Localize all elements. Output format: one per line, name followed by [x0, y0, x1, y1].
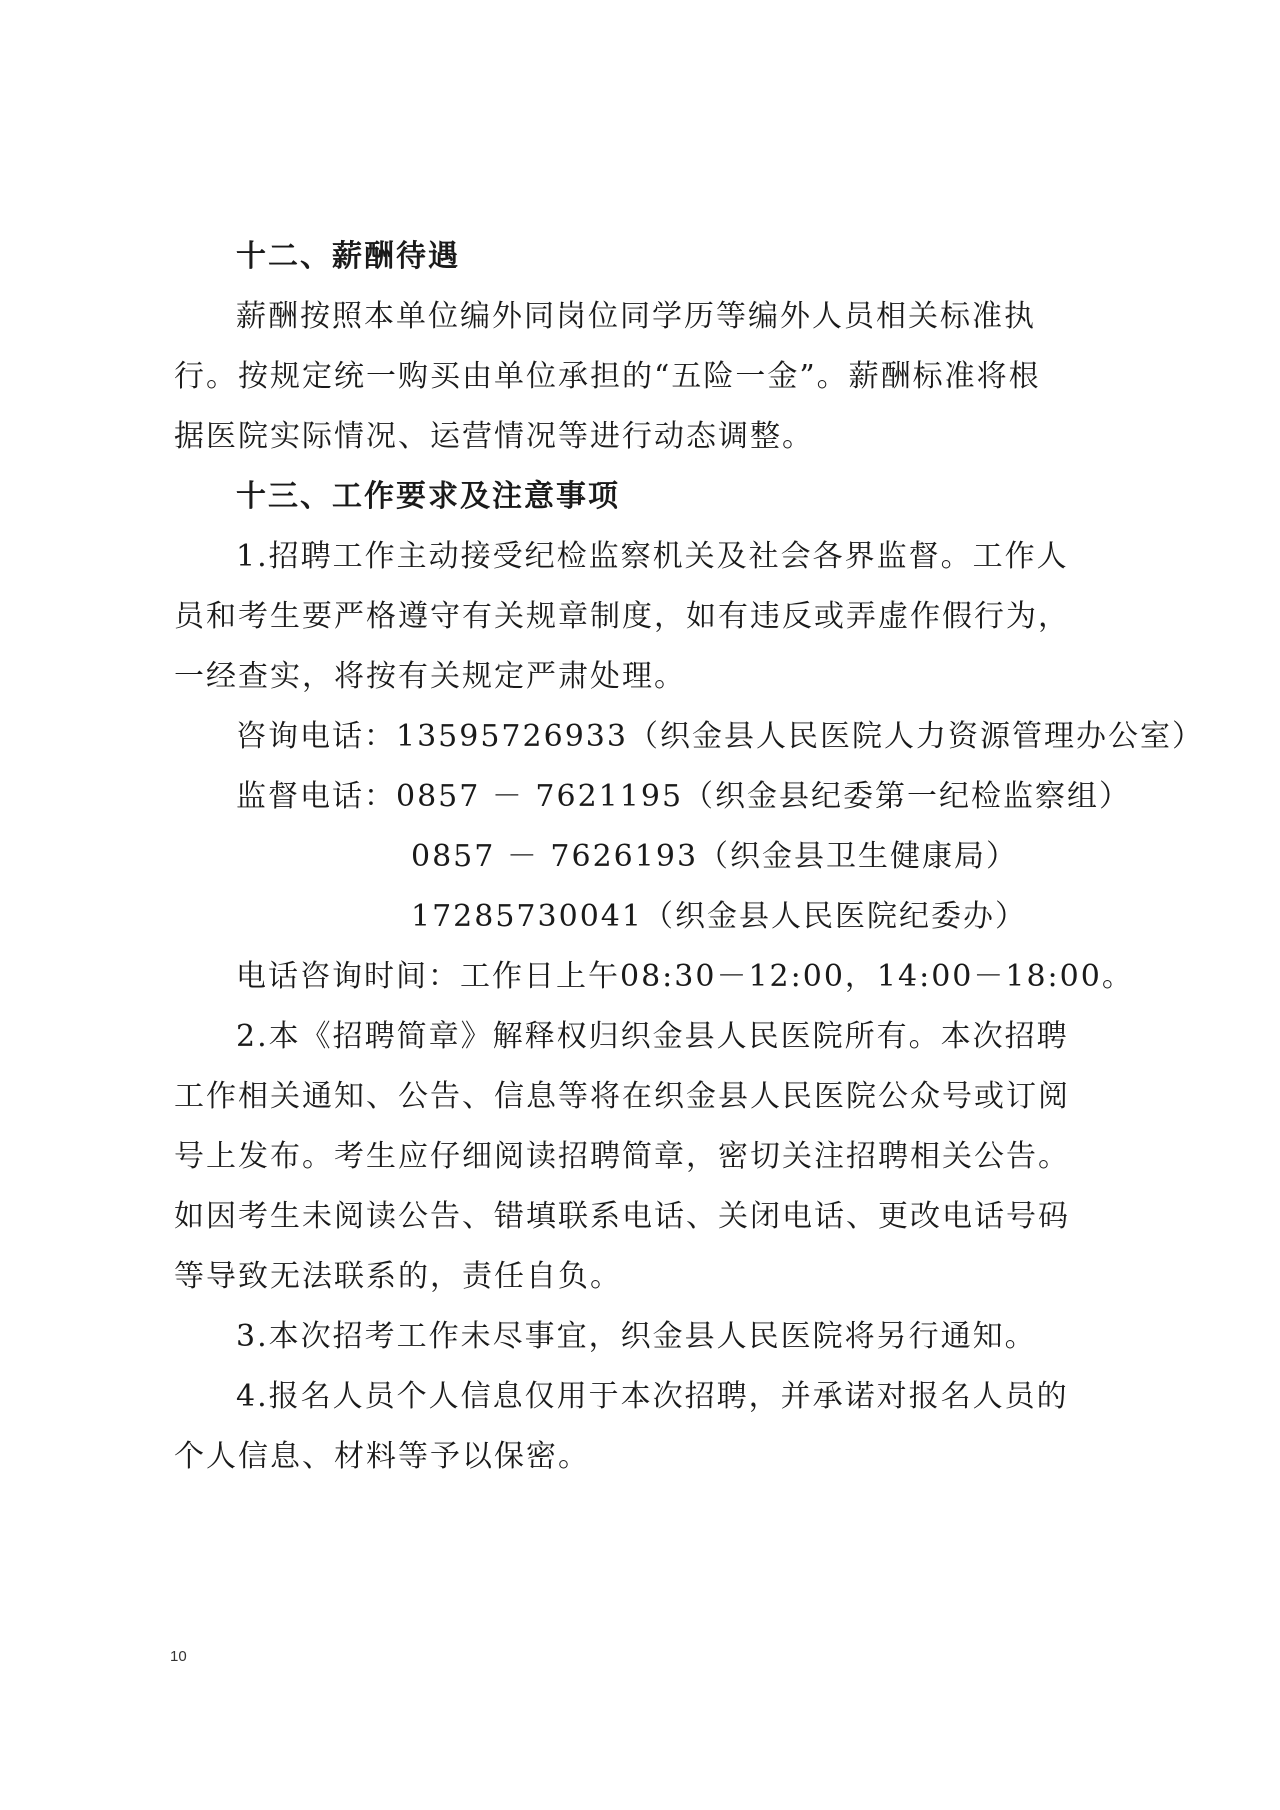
item-4-line: 4.报名人员个人信息仅用于本次招聘，并承诺对报名人员的 — [236, 1379, 1069, 1414]
supervise-phone: 监督电话：0857 － 7621195（织金县纪委第一纪检监察组） — [236, 779, 1132, 814]
supervise-phone-3: 17285730041（织金县人民医院纪委办） — [411, 899, 1027, 934]
item-3: 3.本次招考工作未尽事宜，织金县人民医院将另行通知。 — [236, 1319, 1037, 1354]
item-2-line: 2.本《招聘简章》解释权归织金县人民医院所有。本次招聘 — [236, 1019, 1069, 1054]
section-12-para-line: 薪酬按照本单位编外同岗位同学历等编外人员相关标准执 — [236, 299, 1036, 334]
section-12-para-line: 行。按规定统一购买由单位承担的“五险一金”。薪酬标准将根 — [174, 359, 1041, 394]
consult-hours: 电话咨询时间：工作日上午08:30－12:00，14:00－18:00。 — [236, 959, 1134, 994]
item-2-line: 如因考生未阅读公告、错填联系电话、关闭电话、更改电话号码 — [174, 1199, 1070, 1234]
supervise-phone-2: 0857 － 7626193（织金县卫生健康局） — [411, 839, 1019, 874]
section-13-heading: 十三、工作要求及注意事项 — [236, 479, 620, 514]
item-4-line: 个人信息、材料等予以保密。 — [174, 1439, 590, 1474]
item-1-line: 一经查实，将按有关规定严肃处理。 — [174, 659, 686, 694]
item-2-line: 工作相关通知、公告、信息等将在织金县人民医院公众号或订阅 — [174, 1079, 1070, 1114]
consult-phone: 咨询电话：13595726933（织金县人民医院人力资源管理办公室） — [236, 719, 1204, 754]
section-12-para-line: 据医院实际情况、运营情况等进行动态调整。 — [174, 419, 814, 454]
item-2-line: 号上发布。考生应仔细阅读招聘简章，密切关注招聘相关公告。 — [174, 1139, 1070, 1174]
section-12-heading: 十二、薪酬待遇 — [236, 239, 460, 274]
item-1-line: 1.招聘工作主动接受纪检监察机关及社会各界监督。工作人 — [236, 539, 1069, 574]
page-number: 10 — [170, 1648, 187, 1665]
page-body — [174, 227, 1204, 1487]
item-1-line: 员和考生要严格遵守有关规章制度，如有违反或弄虚作假行为， — [174, 599, 1070, 634]
item-2-line: 等导致无法联系的，责任自负。 — [174, 1259, 622, 1294]
